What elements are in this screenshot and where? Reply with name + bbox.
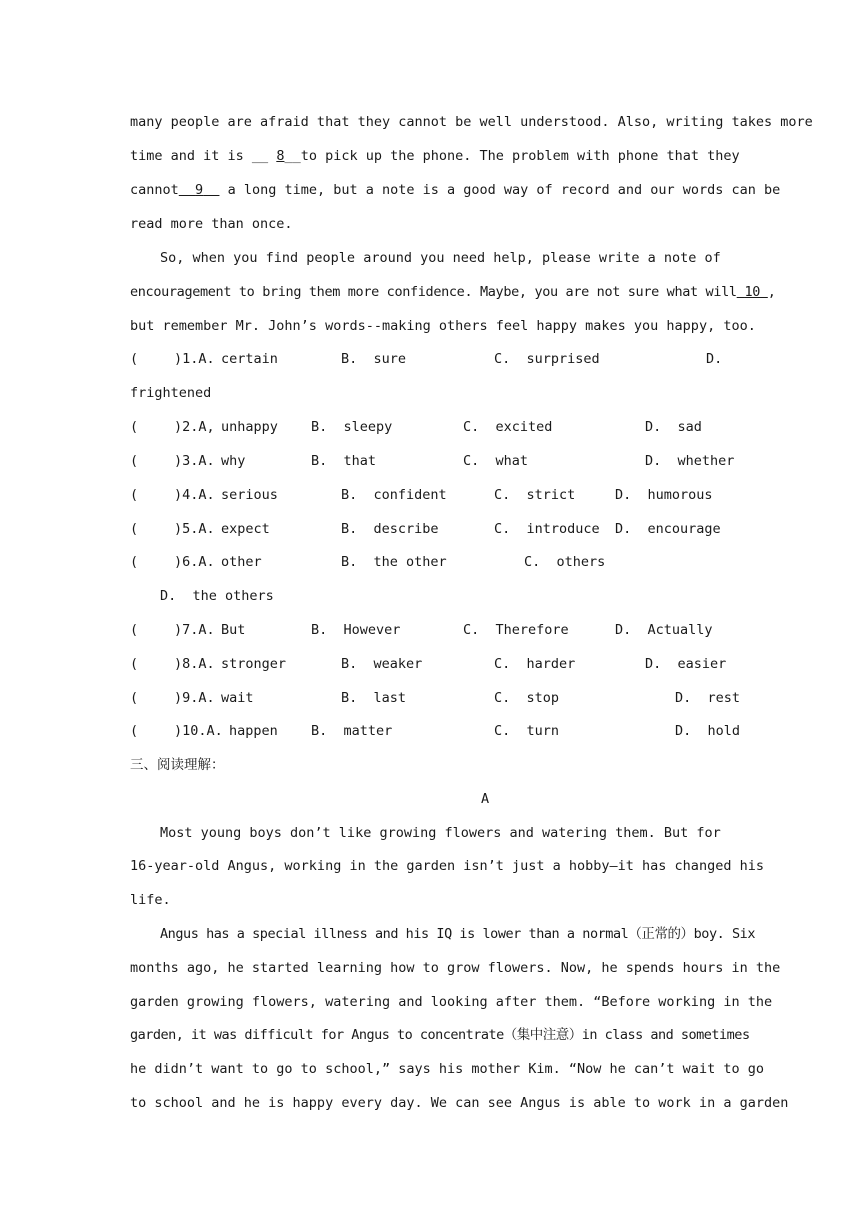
- question-number: )7.A.: [174, 622, 215, 638]
- answer-paren[interactable]: (: [130, 554, 139, 570]
- option-b: B. confident: [341, 487, 447, 503]
- option-c: C. surprised: [494, 351, 600, 367]
- passage-line: many people are afraid that they cannot be well understood. Also, writing takes more: [130, 114, 813, 130]
- option-b: B. that: [311, 453, 377, 469]
- passage-line: read more than once.: [130, 216, 293, 232]
- answer-paren[interactable]: (: [130, 723, 139, 739]
- question-number: )1.A.: [174, 351, 215, 367]
- option-b: B. last: [341, 690, 407, 706]
- passage-label: A: [481, 791, 490, 807]
- option-b: B. describe: [341, 521, 439, 537]
- answer-paren[interactable]: (: [130, 622, 139, 638]
- option-d: D. hold: [675, 723, 741, 739]
- option-d: D. whether: [645, 453, 735, 469]
- option-a: happen: [229, 723, 278, 739]
- question-number: )3.A.: [174, 453, 215, 469]
- option-a: expect: [221, 521, 270, 537]
- passage-line: months ago, he started learning how to grow flowers. Now, he spends hours in the: [130, 960, 781, 976]
- option-d: D. humorous: [615, 487, 713, 503]
- blank-9: 9: [195, 182, 204, 198]
- passage-line: Angus has a special illness and his IQ is lower than a normal（正常的）boy. Six: [160, 926, 756, 942]
- option-c: C. introduce: [494, 521, 600, 537]
- option-c: C. harder: [494, 656, 576, 672]
- option-b: B. sure: [341, 351, 407, 367]
- option-a: wait: [221, 690, 254, 706]
- option-c: C. turn: [494, 723, 560, 739]
- option-b: B. However: [311, 622, 401, 638]
- passage-line: So, when you find people around you need help, please write a note of: [160, 250, 721, 266]
- paren-close: [165, 350, 173, 368]
- option-d: D. rest: [675, 690, 741, 706]
- passage-line: 16-year-old Angus, working in the garden isn’t just a hobby—it has changed his: [130, 858, 764, 874]
- blank-number: 8: [276, 148, 285, 164]
- answer-paren[interactable]: (: [130, 656, 139, 672]
- answer-paren[interactable]: (: [130, 521, 139, 537]
- passage-line: Most young boys don’t like growing flowers and watering them. But for: [160, 825, 721, 841]
- option-d: D. the others: [160, 588, 274, 604]
- option-d: D.: [706, 351, 723, 367]
- option-a: unhappy: [221, 419, 278, 435]
- option-c: C. Therefore: [463, 622, 569, 638]
- question-number: )8.A.: [174, 656, 215, 672]
- blank-8: __ 8__: [251, 148, 301, 164]
- passage-line: [130, 147, 740, 165]
- option-b: B. sleepy: [311, 419, 393, 435]
- answer-paren[interactable]: (: [130, 690, 139, 706]
- option-b: B. weaker: [341, 656, 423, 672]
- option-a: But: [221, 622, 246, 638]
- text: to pick up the phone. The problem with phone that they: [300, 148, 740, 164]
- option-c: C. excited: [463, 419, 553, 435]
- question-number: )4.A.: [174, 487, 215, 503]
- option-a: stronger: [221, 656, 287, 672]
- question-number: )10.A.: [174, 723, 223, 739]
- passage-line: [130, 283, 776, 301]
- answer-paren[interactable]: (: [130, 351, 179, 367]
- option-d: D. sad: [645, 419, 702, 435]
- answer-paren[interactable]: (: [130, 487, 139, 503]
- text: ,: [767, 284, 776, 300]
- passage-line: garden growing flowers, watering and looking after them. “Before working in the: [130, 994, 773, 1010]
- option-a: why: [221, 453, 246, 469]
- text: encouragement to bring them more confidence. Maybe, you are not sure what will: [130, 284, 737, 300]
- passage-line: [130, 181, 780, 199]
- passage-line: life.: [130, 892, 171, 908]
- option-c: C. what: [463, 453, 529, 469]
- question-number: )5.A.: [174, 521, 215, 537]
- option-a: other: [221, 554, 262, 570]
- option-b: B. matter: [311, 723, 393, 739]
- option-c: C. stop: [494, 690, 560, 706]
- question-number: )6.A.: [174, 554, 215, 570]
- option-d: D. encourage: [615, 521, 721, 537]
- text: cannot: [130, 182, 179, 198]
- option-a: certain: [221, 351, 278, 367]
- option-a: serious: [221, 487, 278, 503]
- option-c: C. others: [524, 554, 606, 570]
- passage-line: to school and he is happy every day. We can see Angus is able to work in a garden: [130, 1095, 789, 1111]
- option-c: C. strict: [494, 487, 576, 503]
- blank-10: 10: [744, 284, 761, 300]
- passage-line: he didn’t want to go to school,” says his mother Kim. “Now he can’t wait to go: [130, 1061, 764, 1077]
- question-number: )9.A.: [174, 690, 215, 706]
- text: a long time, but a note is a good way of record and our words can be: [219, 182, 781, 198]
- answer-paren[interactable]: (: [130, 419, 139, 435]
- option-d-continued: frightened: [130, 385, 212, 401]
- answer-paren[interactable]: (: [130, 453, 139, 469]
- text: time and it is: [130, 148, 252, 164]
- passage-line: but remember Mr. John’s words--making others feel happy makes you happy, too.: [130, 318, 756, 334]
- option-d: D. Actually: [615, 622, 713, 638]
- section-heading: 三、阅读理解：: [130, 757, 225, 773]
- option-d: D. easier: [645, 656, 727, 672]
- option-b: B. the other: [341, 554, 447, 570]
- passage-line: garden, it was difficult for Angus to concentrate（集中注意）in class and sometimes: [130, 1027, 750, 1043]
- question-number: )2.A,: [174, 419, 215, 435]
